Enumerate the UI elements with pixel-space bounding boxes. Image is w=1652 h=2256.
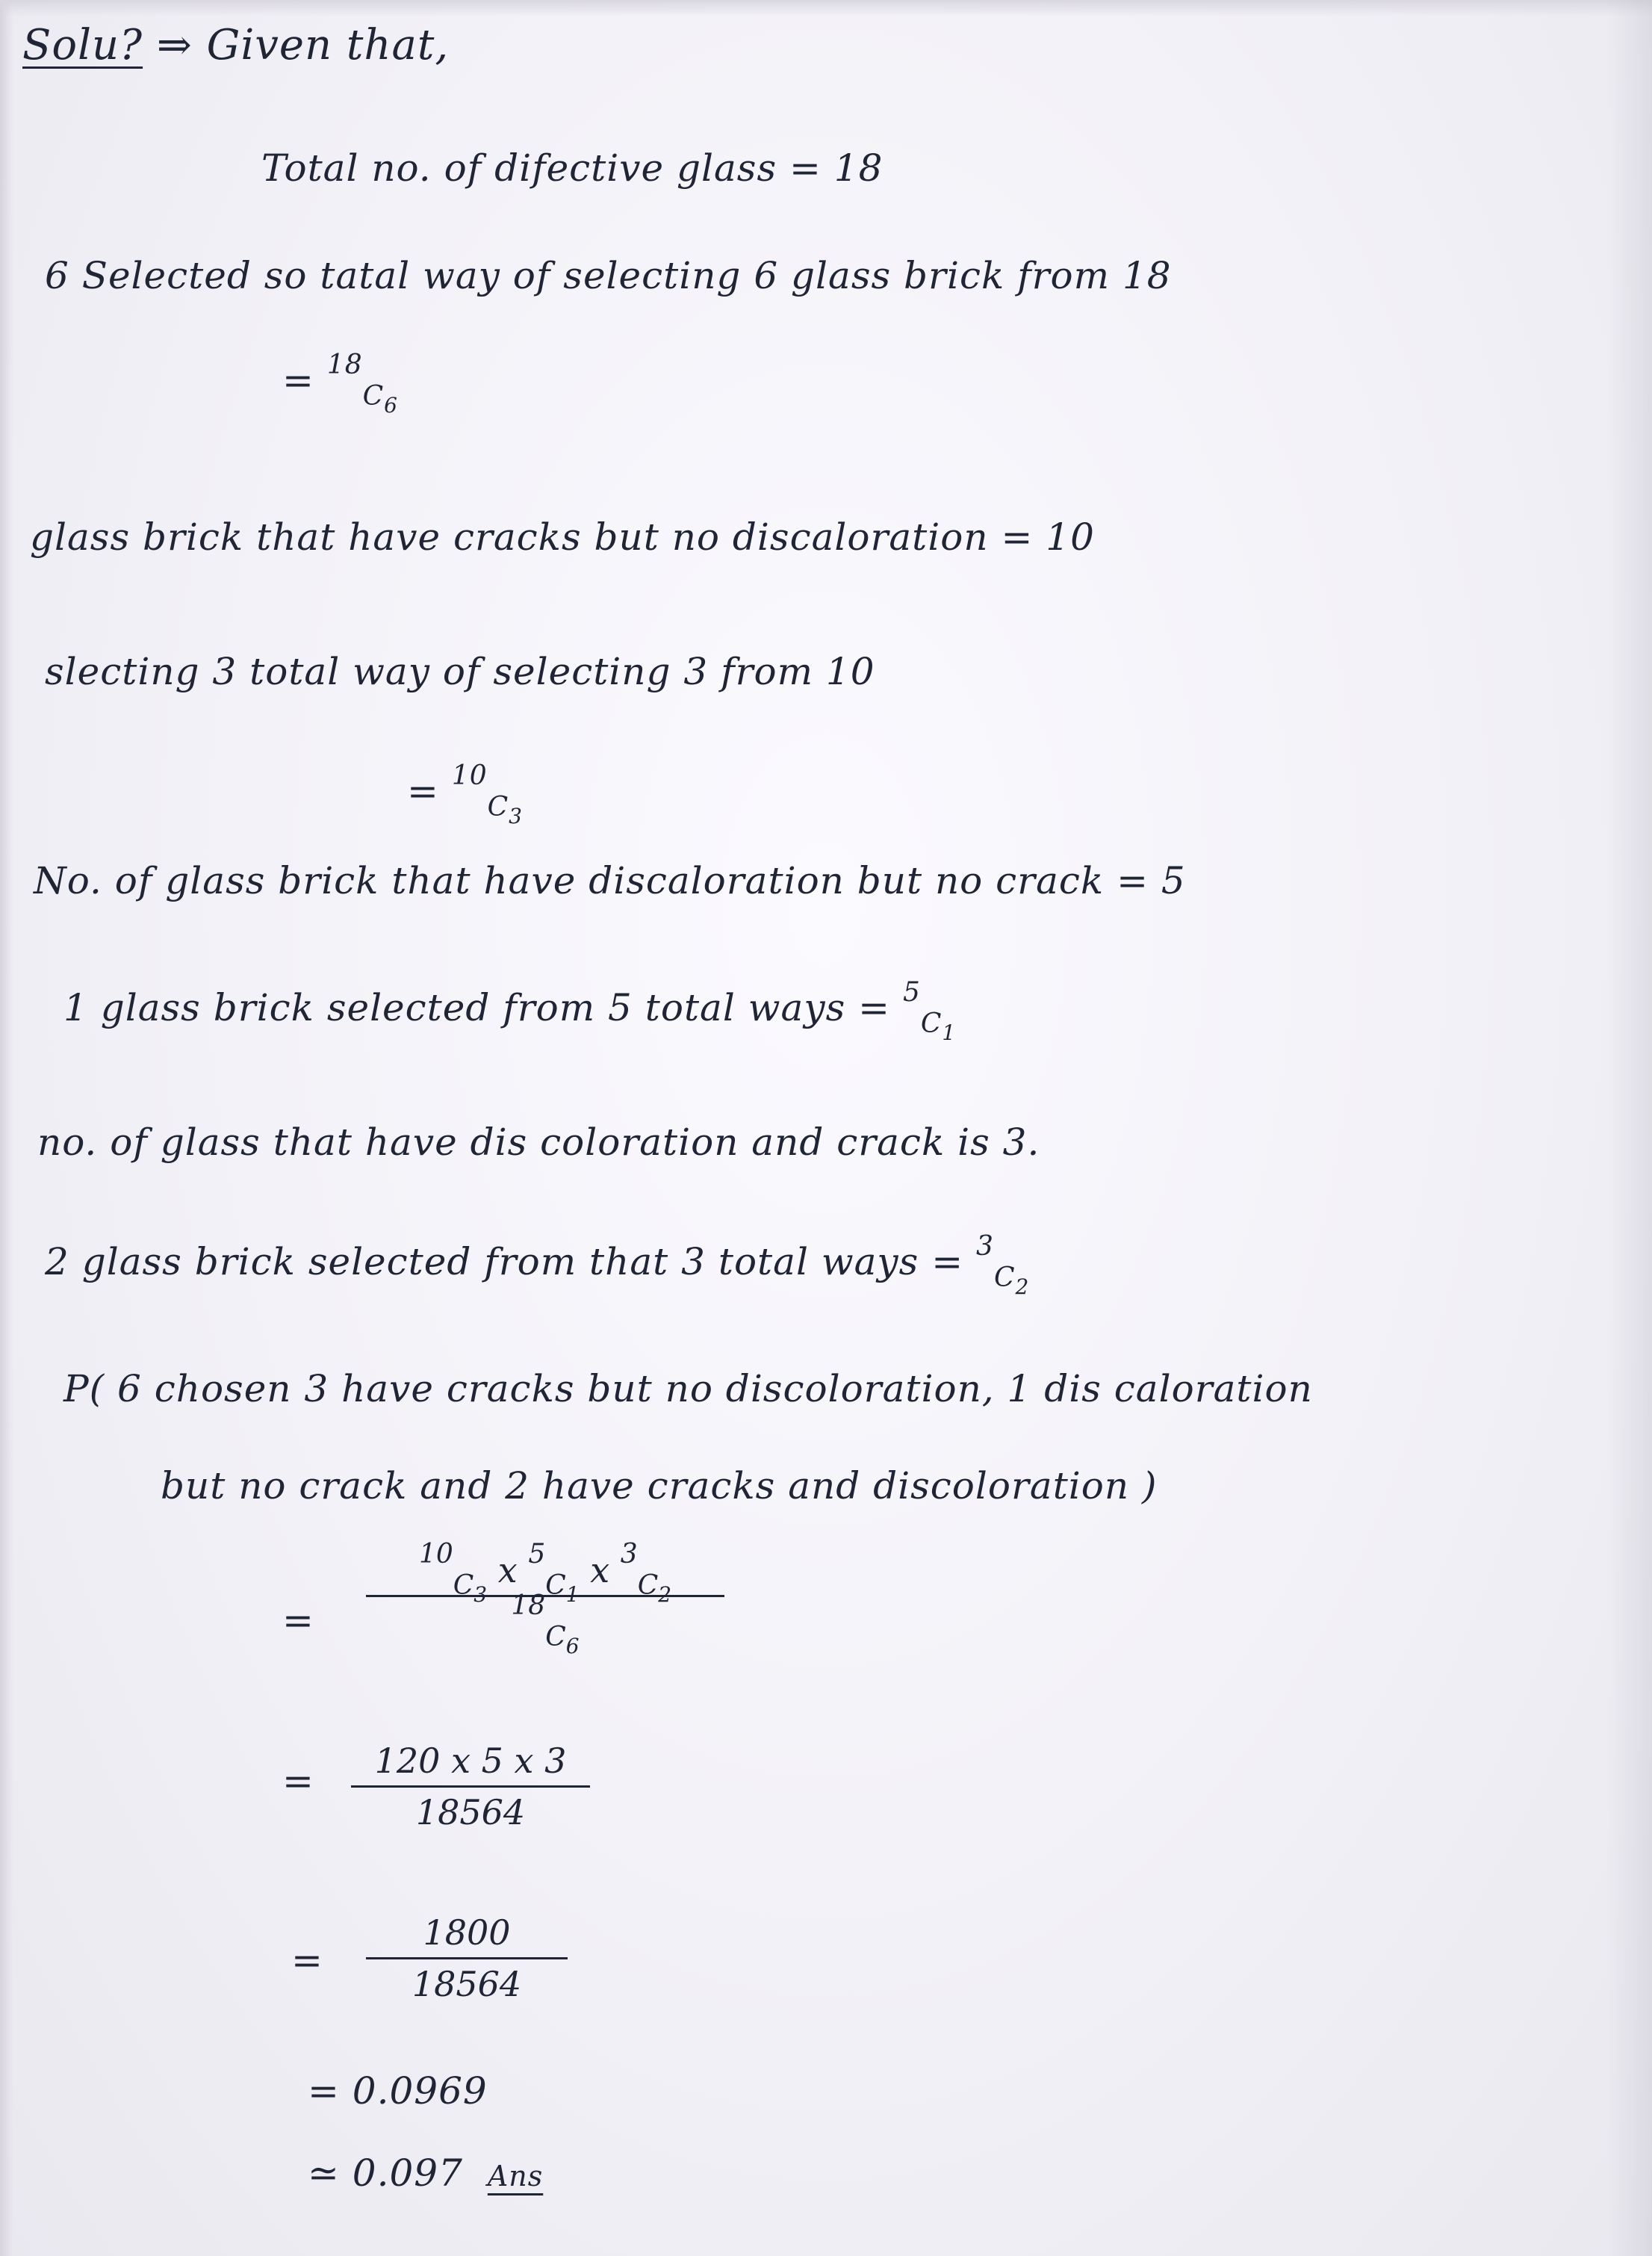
equals-sign-3: =	[291, 1939, 323, 1982]
select-two-line: 2 glass brick selected from that 3 total ways = $^3_{C2}$	[45, 1231, 1030, 1299]
page-shadow	[1607, 0, 1652, 2256]
arrow-symbol: ⇒	[156, 21, 193, 69]
combination-10c3: = $^{10}_{C3}$	[407, 760, 523, 828]
fraction-bar	[366, 1957, 568, 1959]
fraction-denominator: 18564	[412, 1964, 522, 2004]
total-defective-line: Total no. of difective glass = 18	[261, 146, 884, 190]
fraction-values	[351, 1741, 590, 1832]
equals-sign-2: =	[282, 1759, 314, 1803]
answer-label: Ans	[487, 2160, 544, 2193]
probability-line-1: P( 6 chosen 3 have cracks but no discoloration, 1 dis caloration	[63, 1367, 1313, 1410]
cracks-no-discoloration-line: glass brick that have cracks but no discaloration = 10	[30, 515, 1095, 559]
given-that-text: Given that,	[206, 21, 450, 69]
page-edge-top	[0, 0, 1652, 16]
fraction-numerator: 120 x 5 x 3	[374, 1741, 567, 1781]
approx-result: ≃ 0.097 Ans	[308, 2151, 544, 2195]
heading	[22, 21, 449, 69]
discoloration-no-crack-line: No. of glass brick that have discaloration but no crack = 5	[34, 859, 1186, 902]
fraction-numerator: $^{10}_{C3}$ x $^5_{C1}$ x $^3_{C2}$	[418, 1539, 672, 1607]
exact-result: = 0.0969	[308, 2069, 488, 2113]
fraction-simplified	[366, 1912, 568, 2004]
combination-3c2-n: 3	[976, 1231, 994, 1262]
equals-sign-1: =	[282, 1599, 314, 1642]
combination-5c1-n: 5	[902, 977, 921, 1008]
page-edge	[0, 0, 13, 2256]
select-one-line: 1 glass brick selected from 5 total ways = $^5_{C1}$	[63, 977, 957, 1045]
fraction-denominator: 18564	[415, 1792, 526, 1832]
probability-line-2: but no crack and 2 have cracks and discoloration )	[161, 1464, 1158, 1507]
combination-18c6: = $^{18}_{C6}$	[282, 350, 398, 418]
select-three-line: slecting 3 total way of selecting 3 from 10	[45, 650, 875, 693]
fraction-denominator: $^{18}_{C6}$	[511, 1590, 580, 1658]
fraction-combinations	[366, 1539, 724, 1658]
fraction-numerator: 1800	[423, 1912, 511, 1953]
both-defects-line: no. of glass that have dis coloration and crack is 3.	[37, 1121, 1040, 1164]
fraction-bar	[351, 1785, 590, 1788]
select-six-line: 6 Selected so tatal way of selecting 6 glass brick from 18	[45, 254, 1172, 297]
solution-label: Solu?	[22, 21, 143, 69]
